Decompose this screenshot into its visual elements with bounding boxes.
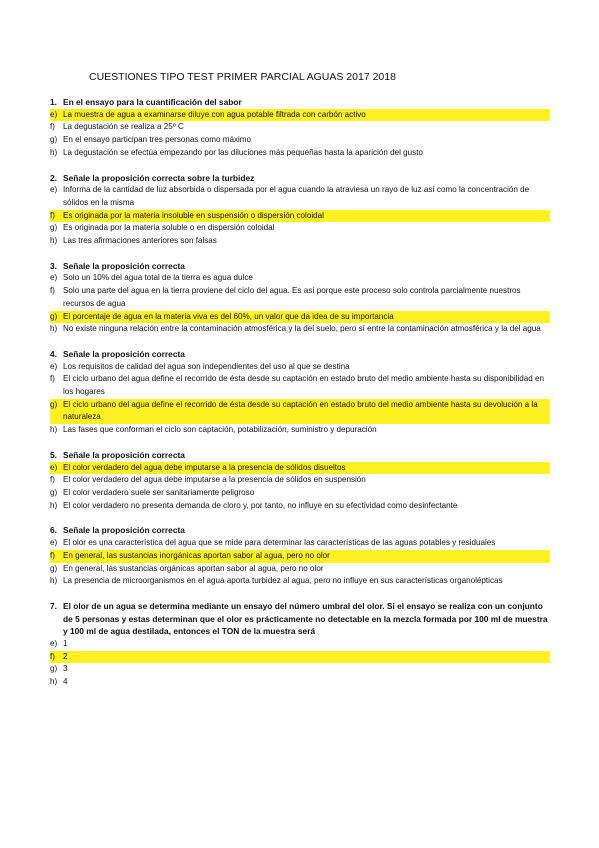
question-text: Señale la proposición correcta — [63, 348, 185, 359]
option-letter: e) — [50, 639, 58, 649]
question-2 — [50, 172, 550, 248]
question-stem — [50, 96, 550, 109]
question-text: Señale la proposición correcta — [63, 260, 185, 271]
highlighted-answer-option — [50, 210, 550, 223]
answer-option — [50, 235, 550, 248]
question-list — [50, 96, 550, 701]
question-stem — [50, 348, 550, 361]
option-text: En general, las sustancias inorgánicas aportan sabor al agua, pero no olor — [63, 550, 330, 560]
answer-option — [50, 563, 550, 576]
option-text: En el ensayo participan tres personas como máximo — [63, 135, 252, 145]
option-text: El color verdadero del agua debe imputarse a la presencia de sólidos en suspensión — [63, 475, 366, 485]
answer-option — [50, 663, 550, 676]
option-text: El porcentaje de agua en la materia viva es del 60%, un valor que da idea de su importancia — [63, 311, 394, 321]
document-title: CUESTIONES TIPO TEST PRIMER PARCIAL AGUAS 2017 2018 — [89, 71, 396, 83]
question-number: 7. — [50, 600, 57, 611]
question-text: Señale la proposición correcta — [63, 525, 185, 536]
option-text: La muestra de agua a examinarse diluye con agua potable filtrada con carbón activo — [63, 109, 366, 119]
answer-option — [50, 134, 550, 147]
option-text: 3 — [63, 664, 68, 674]
answer-option — [50, 323, 550, 336]
option-text: Los requisitos de calidad del agua son independientes del uso al que se destina — [63, 361, 350, 371]
question-number: 5. — [50, 449, 57, 460]
answer-option — [50, 272, 550, 285]
question-text: Señale la proposición correcta sobre la turbidez — [63, 172, 255, 183]
option-letter: e) — [50, 273, 58, 283]
answer-option — [50, 487, 550, 500]
question-number: 2. — [50, 172, 57, 183]
option-text: Informa de la cantidad de luz absorbida o dispersada por el agua cuando la atraviesa un rayo de luz así como la concentración de sólidos en la misma — [63, 185, 530, 207]
question-number: 6. — [50, 525, 57, 536]
question-stem — [50, 449, 550, 462]
option-letter: h) — [50, 576, 58, 586]
option-letter: e) — [50, 109, 58, 119]
option-text: El ciclo urbano del agua define el recorrido de ésta desde su captación en estado bruto del medio ambiente hasta su devolución a la naturaleza — [63, 399, 538, 422]
option-letter: e) — [50, 462, 58, 472]
option-letter: e) — [50, 361, 58, 371]
answer-option — [50, 500, 550, 513]
option-letter: f) — [50, 475, 55, 485]
option-text: 1 — [63, 639, 68, 649]
question-number: 4. — [50, 348, 57, 359]
option-letter: g) — [50, 487, 58, 497]
answer-option — [50, 147, 550, 160]
option-letter: g) — [50, 399, 58, 409]
option-letter: f) — [50, 550, 55, 560]
question-text: Señale la proposición correcta — [63, 449, 185, 460]
option-letter: f) — [50, 210, 55, 220]
answer-option — [50, 373, 550, 398]
option-letter: e) — [50, 538, 58, 548]
option-text: Solo una parte del agua en la tierra proviene del ciclo del agua. Es así porque este proceso solo controla parcialmente nuestros recursos de agua — [63, 286, 521, 308]
answer-option — [50, 474, 550, 487]
answer-option — [50, 285, 550, 310]
option-text: No existe ninguna relación entre la contaminación atmosférica y la del suelo, pero sí entre la contaminación atmosférica y la del agua — [63, 324, 541, 334]
highlighted-answer-option — [50, 109, 550, 122]
option-letter: g) — [50, 223, 58, 233]
question-stem — [50, 600, 550, 638]
option-letter: g) — [50, 563, 58, 573]
option-letter: h) — [50, 425, 58, 435]
option-letter: g) — [50, 311, 58, 321]
highlighted-answer-option — [50, 651, 550, 664]
option-letter: f) — [50, 286, 55, 296]
question-number: 3. — [50, 260, 57, 271]
answer-option — [50, 575, 550, 588]
answer-option — [50, 361, 550, 374]
option-letter: f) — [50, 122, 55, 132]
option-text: Solo un 10% del agua total de la tierra es agua dulce — [63, 273, 253, 283]
question-stem — [50, 172, 550, 185]
option-letter: h) — [50, 147, 58, 157]
option-letter: h) — [50, 677, 58, 687]
option-letter: g) — [50, 664, 58, 674]
option-letter: f) — [50, 374, 55, 384]
option-text: La degustación se efectúa empezando por las diluciones más pequeñas hasta la aparición del gusto — [63, 147, 423, 157]
question-text: En el ensayo para la cuantificación del sabor — [63, 97, 242, 107]
question-7 — [50, 600, 550, 689]
question-5 — [50, 449, 550, 513]
question-stem — [50, 524, 550, 537]
question-number: 1. — [50, 97, 57, 107]
option-text: El color verdadero del agua debe imputarse a la presencia de sólidos disueltos — [63, 462, 346, 472]
question-stem — [50, 260, 550, 273]
highlighted-answer-option — [50, 462, 550, 475]
option-letter: e) — [50, 185, 58, 195]
question-1 — [50, 96, 550, 160]
answer-option — [50, 184, 550, 209]
highlighted-answer-option — [50, 550, 550, 563]
option-text: La degustación se realiza a 25º C — [63, 122, 184, 132]
option-text: El color verdadero no presenta demanda de cloro y, por tanto, no influye en su efectividad como desinfectante — [63, 500, 458, 510]
highlighted-answer-option — [50, 311, 550, 324]
option-letter: h) — [50, 236, 58, 246]
option-text: Las fases que conforman el ciclo son captación, potabilización, suministro y depuración — [63, 425, 377, 435]
option-letter: g) — [50, 135, 58, 145]
option-letter: h) — [50, 500, 58, 510]
option-text: El color verdadero suele ser sanitariamente peligroso — [63, 487, 255, 497]
option-text: La presencia de microorganismos en el agua aporta turbidez al agua, pero no influye en sus características organolépticas — [63, 576, 503, 586]
question-3 — [50, 260, 550, 336]
option-text: 4 — [63, 677, 68, 687]
answer-option — [50, 676, 550, 689]
option-text: Es originada por la materia soluble o en dispersión coloidal — [63, 223, 275, 233]
option-text: 2 — [63, 651, 68, 661]
option-letter: h) — [50, 324, 58, 334]
option-text: El ciclo urbano del agua define el recorrido de ésta desde su captación en estado bruto del medio ambiente hasta su disponibilidad en los hogares — [63, 374, 544, 397]
option-text: Es originada por la materia insoluble en suspensión o dispersión coloidal — [63, 210, 324, 220]
option-text: En general, las sustancias orgánicas aportan sabor al agua, pero no olor — [63, 563, 324, 573]
answer-option — [50, 121, 550, 134]
option-letter: f) — [50, 651, 55, 661]
question-6 — [50, 524, 550, 588]
option-text: Las tres afirmaciones anteriores son falsas — [63, 236, 217, 246]
answer-option — [50, 537, 550, 550]
answer-option — [50, 222, 550, 235]
answer-option — [50, 424, 550, 437]
question-4 — [50, 348, 550, 437]
highlighted-answer-option — [50, 399, 550, 424]
question-text: El olor de un agua se determina mediante un ensayo del número umbral del olor. Si el ensayo se realiza con un conjunto de 5 personas y estas determinan que el olor es prácticamente no detectable en la mezcla formada por 100 ml de muestra y 100 ml de agua destilada, entonces el TON de la muestra será — [63, 600, 548, 637]
option-text: El olor es una característica del agua que se mide para determinar las características de las aguas potables y residuales — [63, 538, 496, 548]
answer-option — [50, 638, 550, 651]
